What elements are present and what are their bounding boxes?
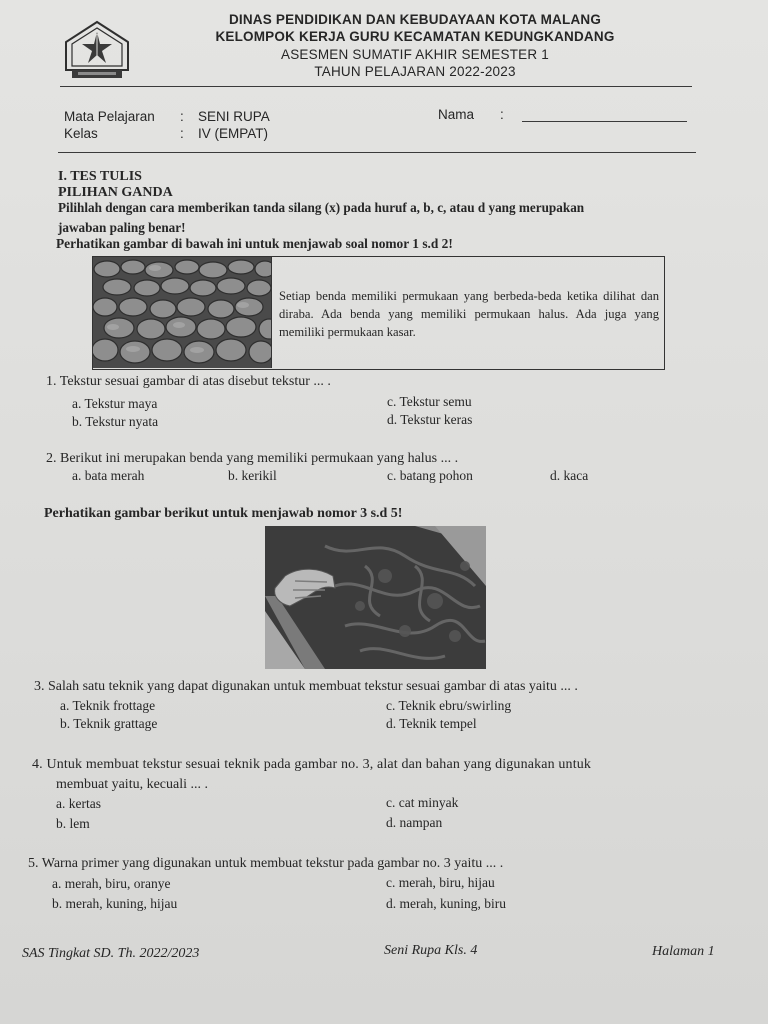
instruction-line-1: Pilihlah dengan cara memberikan tanda silang (x) pada huruf a, b, c, atau d yang merupakan (58, 200, 585, 215)
subject-value: SENI RUPA (198, 109, 270, 124)
question-4-option-b[interactable]: b. lem (56, 816, 90, 831)
stimulus-1-prompt: Perhatikan gambar di bawah ini untuk menjawab soal nomor 1 s.d 2! (56, 236, 453, 251)
question-5-option-c[interactable]: c. merah, biru, hijau (386, 875, 495, 890)
question-4-stem-line-2: membuat yaitu, kecuali ... . (56, 777, 209, 792)
section-title: I. TES TULIS (58, 169, 142, 184)
subject-label: Mata Pelajaran (64, 109, 155, 124)
question-5-option-d[interactable]: d. merah, kuning, biru (386, 896, 506, 911)
question-5-stem: 5. Warna primer yang digunakan untuk membuat tekstur pada gambar no. 3 yaitu ... . (28, 856, 504, 871)
question-1-option-c[interactable]: c. Tekstur semu (387, 394, 472, 409)
question-3-stem: 3. Salah satu teknik yang dapat digunakan untuk membuat tekstur sesuai gambar di atas yaitu ... . (34, 679, 578, 694)
question-5-option-a[interactable]: a. merah, biru, oranye (52, 876, 171, 891)
class-value: IV (EMPAT) (198, 126, 268, 141)
class-colon: : (180, 126, 184, 141)
name-label: Nama (438, 107, 475, 122)
class-label: Kelas (64, 126, 98, 141)
question-3-option-b[interactable]: b. Teknik grattage (60, 716, 158, 731)
stimulus-1-text: Setiap benda memiliki permukaan yang berbeda-beda ketika dilihat dan diraba. Ada benda yang memiliki permukaan halus. Ada juga yang memiliki permukaan kasar. (279, 289, 659, 339)
question-2-option-a[interactable]: a. bata merah (72, 468, 145, 483)
question-1-option-d[interactable]: d. Tekstur keras (387, 412, 473, 427)
city-emblem-logo (62, 20, 132, 82)
question-3-option-a[interactable]: a. Teknik frottage (60, 698, 156, 713)
question-4-stem-line-1: 4. Untuk membuat tekstur sesuai teknik pada gambar no. 3, alat dan bahan yang digunakan untuk (32, 757, 592, 772)
instruction-line-2: jawaban paling benar! (58, 220, 186, 235)
subject-colon: : (180, 109, 184, 124)
rough-stone-texture-image (93, 257, 272, 368)
name-colon: : (500, 107, 504, 122)
question-2-option-b[interactable]: b. kerikil (228, 468, 277, 483)
question-4-option-d[interactable]: d. nampan (386, 815, 443, 830)
header-line-1: DINAS PENDIDIKAN DAN KEBUDAYAAN KOTA MALANG (228, 12, 602, 27)
footer-page-number: Halaman 1 (652, 944, 715, 959)
section-subtitle: PILIHAN GANDA (58, 185, 173, 200)
question-2-option-d[interactable]: d. kaca (550, 468, 589, 483)
question-1-stem: 1. Tekstur sesuai gambar di atas disebut tekstur ... . (46, 374, 331, 389)
question-3-option-c[interactable]: c. Teknik ebru/swirling (386, 698, 512, 713)
question-1-option-a[interactable]: a. Tekstur maya (72, 396, 158, 411)
footer-subject: Seni Rupa Kls. 4 (384, 943, 478, 958)
header-line-2: KELOMPOK KERJA GURU KECAMATAN KEDUNGKANDANG (215, 29, 615, 44)
footer-exam-info: SAS Tingkat SD. Th. 2022/2023 (22, 946, 200, 961)
name-input-line[interactable] (522, 121, 687, 122)
header-line-4: TAHUN PELAJARAN 2022-2023 (314, 64, 516, 79)
stimulus-1-box (92, 256, 665, 370)
question-5-option-b[interactable]: b. merah, kuning, hijau (52, 896, 178, 911)
question-4-option-a[interactable]: a. kertas (56, 796, 101, 811)
header-divider (60, 86, 692, 87)
question-4-option-c[interactable]: c. cat minyak (386, 795, 459, 810)
stimulus-2-prompt: Perhatikan gambar berikut untuk menjawab nomor 3 s.d 5! (44, 506, 403, 521)
header-line-3: ASESMEN SUMATIF AKHIR SEMESTER 1 (281, 47, 549, 62)
marbling-technique-image (265, 526, 486, 669)
question-3-option-d[interactable]: d. Teknik tempel (386, 716, 477, 731)
meta-divider (58, 152, 696, 153)
question-1-option-b[interactable]: b. Tekstur nyata (72, 414, 159, 429)
question-2-option-c[interactable]: c. batang pohon (387, 468, 473, 483)
question-2-stem: 2. Berikut ini merupakan benda yang memiliki permukaan yang halus ... . (46, 451, 459, 466)
